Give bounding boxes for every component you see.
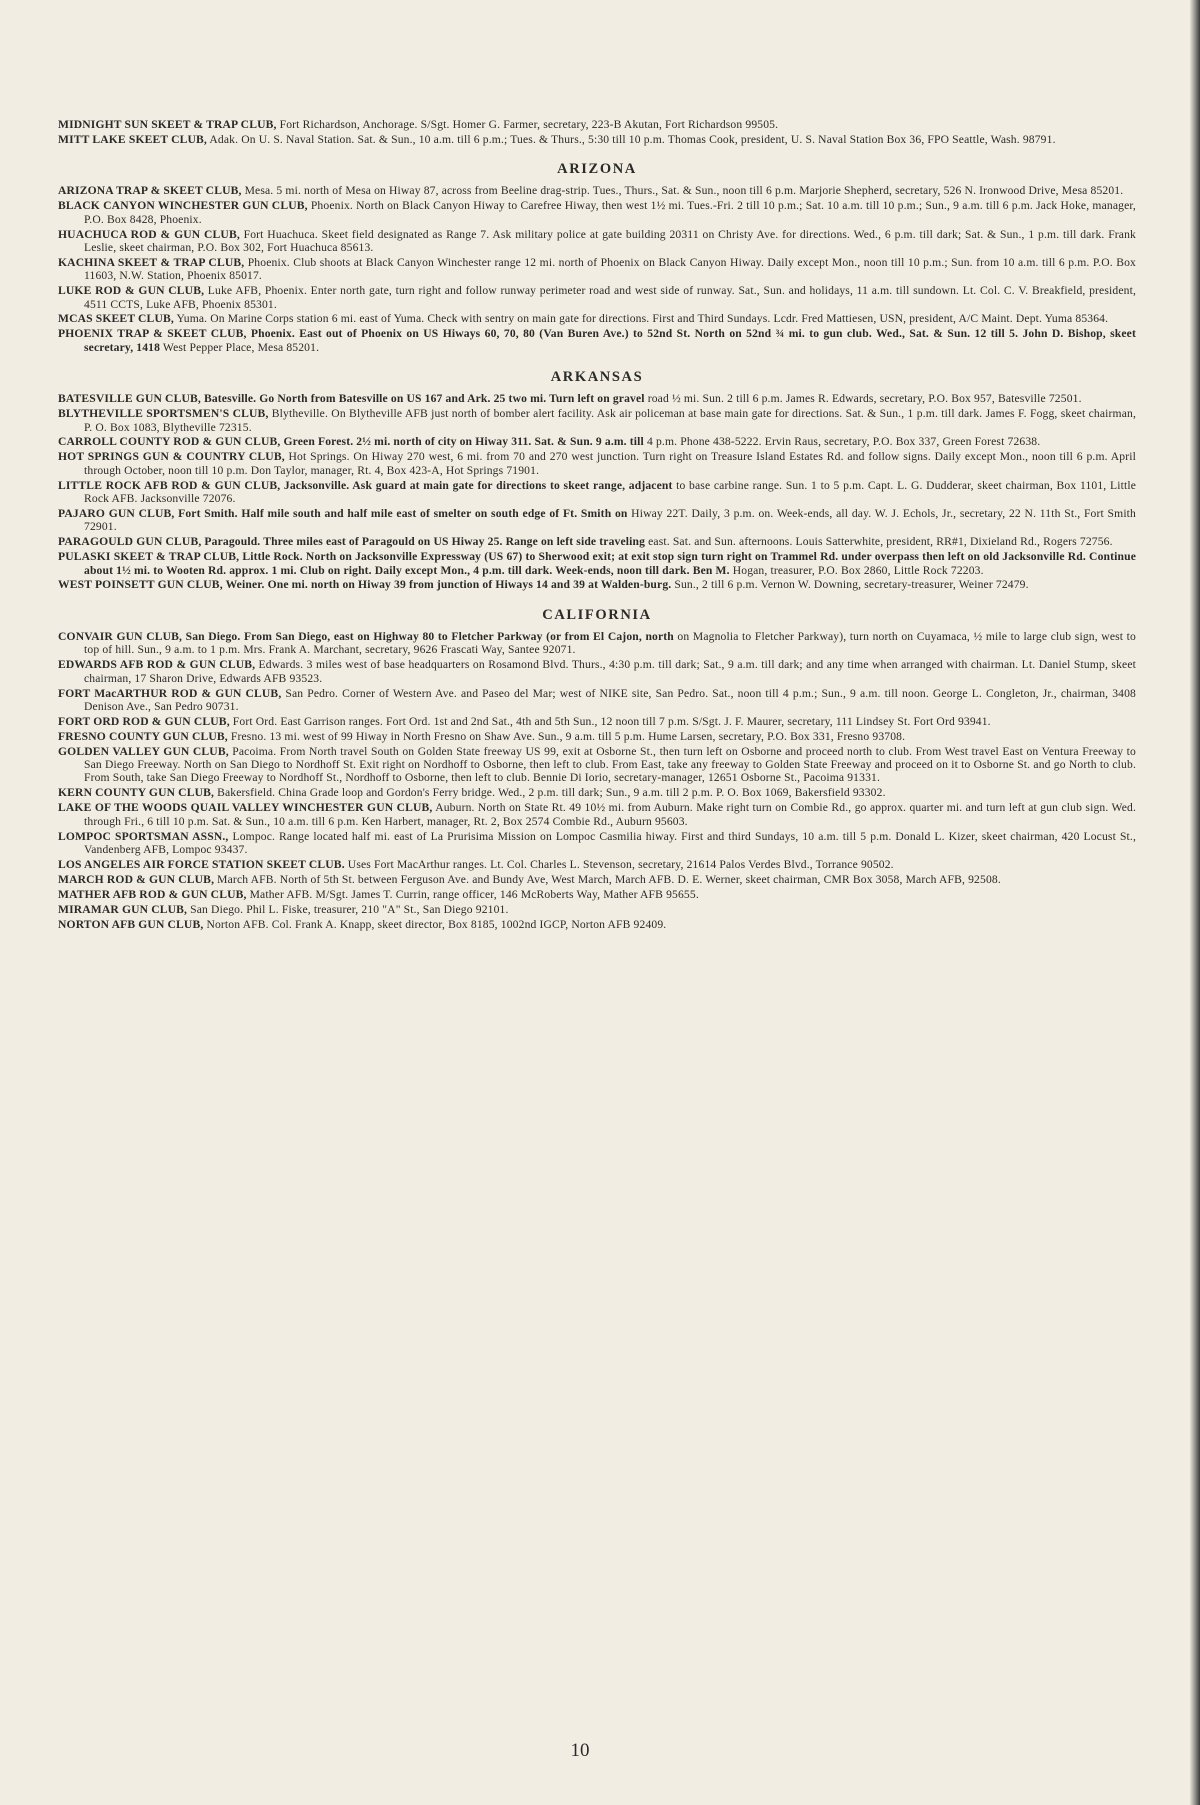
- club-name: FRESNO COUNTY GUN CLUB,: [58, 729, 228, 743]
- club-name: LOMPOC SPORTSMAN ASSN.,: [58, 829, 229, 843]
- club-details: to base carbine range. Sun. 1 to 5 p.m. Capt. L. G. Dudderar, skeet chairman, Box 1101, Little Rock AFB. Jacksonville 72076.: [84, 478, 1136, 506]
- club-name: ARIZONA TRAP & SKEET CLUB,: [58, 184, 242, 198]
- club-entry: [58, 687, 1136, 714]
- club-entry: [58, 830, 1136, 857]
- club-details: 4 p.m. Phone 438-5222. Ervin Raus, secretary, P.O. Box 337, Green Forest 72638.: [643, 435, 1041, 449]
- club-details: Lompoc. Range located half mi. east of La Prurisima Mission on Lompoc Casmilia hiway. First and third Sundays, 10 a.m. till 5 p.m. Donald L. Kizer, skeet chairman, 420 Locust St., Vandenberg AFB, Lompoc 93437.: [84, 829, 1137, 856]
- club-entry: [58, 903, 1136, 916]
- club-entry: [58, 918, 1136, 931]
- club-name: LOS ANGELES AIR FORCE STATION SKEET CLUB.: [58, 857, 345, 871]
- club-details: Yuma. On Marine Corps station 6 mi. east of Yuma. Check with sentry on main gate for directions. First and Third Sundays. Lcdr. Fred Mattiesen, USN, president, A/C Maint. Dept. Yuma 85364.: [173, 312, 1109, 326]
- club-details: West Pepper Place, Mesa 85201.: [160, 340, 320, 354]
- club-name: WEST POINSETT GUN CLUB, Weiner. One mi. north on Hiway 39 from junction of Hiways 14 and 39 at Walden-burg.: [58, 578, 672, 592]
- club-entry: [58, 715, 1136, 728]
- club-details: Auburn. North on State Rt. 49 10½ mi. from Auburn. Make right turn on Combie Rd., go approx. quarter mi. and turn left at gun club sign. Wed. through Fri., 6 till 10 p.m. Sat. & Sun., 10 a.m. till 6 p.m. Ken Harbert, manager, Rt. 2, Box 2574 Combie Rd., Auburn 95603.: [84, 801, 1136, 828]
- club-entry: [58, 550, 1136, 577]
- club-entry: [58, 284, 1136, 311]
- club-details: Mather AFB. M/Sgt. James T. Currin, range officer, 146 McRoberts Way, Mather AFB 95655.: [246, 887, 699, 901]
- club-details: on Magnolia to Fletcher Parkway), turn north on Cuyamaca, ½ mile to large club sign, west to top of hill. Sun., 9 a.m. to 1 p.m. Mrs. Frank A. Marchant, secretary, 9626 Frascati Way, Santee 92071.: [84, 629, 1136, 657]
- club-details: Mesa. 5 mi. north of Mesa on Hiway 87, across from Beeline drag-strip. Tues., Thurs., Sat. & Sun., noon till 6 p.m. Marjorie Shepherd, secretary, 526 N. Ironwood Drive, Mesa 85201.: [241, 184, 1124, 198]
- club-name: PAJARO GUN CLUB, Fort Smith. Half mile south and half mile east of smelter on south edge of Ft. Smith on: [58, 506, 628, 520]
- page-binding-edge: [1190, 0, 1200, 1805]
- club-entry: [58, 578, 1136, 591]
- club-entry: [58, 228, 1136, 255]
- club-details: March AFB. North of 5th St. between Ferguson Ave. and Bundy Ave, West March, March AFB. D. E. Werner, skeet chairman, CMR Box 3058, March AFB, 92508.: [214, 872, 1001, 886]
- club-entry: [58, 435, 1136, 448]
- club-details: San Diego. Phil L. Fiske, treasurer, 210 "A" St., San Diego 92101.: [187, 902, 509, 916]
- club-name: PULASKI SKEET & TRAP CLUB, Little Rock. North on Jacksonville Expressway (US 67) to Sherwood exit; at exit stop sign turn right on Trammel Rd. under overpass then left on old Jacksonville Rd. Continue about 1½ mi. to Wooten Rd. approx. 1 mi. Club on right. Daily except Mon., 4 p.m. till dark. Week-ends, noon till dark. Ben M.: [58, 550, 1136, 577]
- club-details: Sun., 2 till 6 p.m. Vernon W. Downing, secretary-treasurer, Weiner 72479.: [671, 578, 1029, 592]
- club-name: LITTLE ROCK AFB ROD & GUN CLUB, Jacksonville. Ask guard at main gate for directions to skeet range, adjacent: [58, 478, 673, 492]
- directory-content: [58, 118, 1136, 932]
- club-details: Edwards. 3 miles west of base headquarters on Rosamond Blvd. Thurs., 4:30 p.m. till dark; Sat., 9 a.m. till dark; and any time when arranged with chairman. Lt. Daniel Stump, skeet chairman, 17 Sharon Drive, Edwards AFB 93523.: [84, 658, 1136, 685]
- club-name: CONVAIR GUN CLUB, San Diego. From San Diego, east on Highway 80 to Fletcher Parkway (or from El Cajon, north: [58, 629, 674, 643]
- club-name: FORT MacARTHUR ROD & GUN CLUB,: [58, 686, 282, 700]
- club-name: KERN COUNTY GUN CLUB,: [58, 786, 215, 800]
- club-details: Pacoima. From North travel South on Golden State freeway US 99, exit at Osborne St., then turn left on Osborne and proceed north to club. From West travel East on Ventura Freeway to San Diego Freeway. North on San Diego to Nordhoff St. Exit right on Nordhoff to Osborne, then left to club. From East, take any freeway to Golden State Freeway and proceed on it to Osborne St. and go North to club. From South, take San Diego Freeway to Nordhoff St., Nordhoff to Osborne, then left to club. Bennie Di Iorio, secretary-manager, 12651 Osborne St., Pacoima 91331.: [84, 744, 1136, 785]
- club-entry: [58, 730, 1136, 743]
- club-name: PHOENIX TRAP & SKEET CLUB, Phoenix. East out of Phoenix on US Hiways 60, 70, 80 (Van Buren Ave.) to 52nd St. North on 52nd ¾ mi. to gun club. Wed., Sat. & Sun. 12 till 5. John D. Bishop, skeet secretary, 1418: [58, 327, 1136, 354]
- club-name: MATHER AFB ROD & GUN CLUB,: [58, 887, 247, 901]
- club-details: Adak. On U. S. Naval Station. Sat. & Sun., 10 a.m. till 6 p.m.; Tues. & Thurs., 5:30 till 10 p.m. Thomas Cook, president, U. S. Naval Station Box 36, FPO Seattle, Wash. 98791.: [206, 132, 1056, 146]
- club-name: NORTON AFB GUN CLUB,: [58, 917, 204, 931]
- page-number: 10: [570, 1740, 590, 1761]
- club-name: LAKE OF THE WOODS QUAIL VALLEY WINCHESTER GUN CLUB,: [58, 801, 433, 815]
- club-name: FORT ORD ROD & GUN CLUB,: [58, 714, 230, 728]
- club-name: LUKE ROD & GUN CLUB,: [58, 284, 205, 298]
- state-heading: ARIZONA: [557, 161, 637, 178]
- club-details: Hogan, treasurer, P.O. Box 2860, Little Rock 72203.: [729, 563, 984, 577]
- club-entry: [58, 256, 1136, 283]
- club-name: HUACHUCA ROD & GUN CLUB,: [58, 227, 240, 241]
- club-name: BLACK CANYON WINCHESTER GUN CLUB,: [58, 199, 308, 213]
- club-name: PARAGOULD GUN CLUB, Paragould. Three miles east of Paragould on US Hiway 25. Range on left side traveling: [58, 535, 646, 549]
- club-name: MIDNIGHT SUN SKEET & TRAP CLUB,: [58, 118, 277, 131]
- club-entry: [58, 873, 1136, 886]
- club-entry: [58, 312, 1136, 325]
- club-entry: [58, 745, 1136, 785]
- club-details: road ½ mi. Sun. 2 till 6 p.m. James R. Edwards, secretary, P.O. Box 957, Batesville 72501.: [644, 392, 1082, 406]
- club-entry: [58, 327, 1136, 354]
- club-name: HOT SPRINGS GUN & COUNTRY CLUB,: [58, 450, 285, 464]
- club-entry: [58, 658, 1136, 685]
- state-heading: CALIFORNIA: [542, 606, 652, 623]
- club-details: Hiway 22T. Daily, 3 p.m. on. Week-ends, all day. W. J. Echols, Jr., secretary, 22 N. 11th St., Fort Smith 72901.: [84, 506, 1137, 534]
- club-entry: [58, 407, 1136, 434]
- club-details: San Pedro. Corner of Western Ave. and Paseo del Mar; west of NIKE site, San Pedro. Sat., noon till 4 p.m.; Sun., 9 a.m. till noon. George L. Congleton, Jr., chairman, 3408 Denison Ave., San Pedro 90731.: [84, 686, 1136, 713]
- club-details: east. Sat. and Sun. afternoons. Louis Satterwhite, president, RR#1, Dixieland Rd., Rogers 72756.: [645, 535, 1113, 549]
- club-details: Fort Ord. East Garrison ranges. Fort Ord. 1st and 2nd Sat., 4th and 5th Sun., 12 noon till 7 p.m. S/Sgt. J. F. Maurer, secretary, 111 Lindsey St. Fort Ord 93941.: [229, 714, 991, 728]
- club-details: Hot Springs. On Hiway 270 west, 6 mi. from 70 and 270 west junction. Turn right on Treasure Island Estates Rd. and follow signs. Daily except Mon., noon till 6 p.m. April through October, noon till 10 p.m. Don Taylor, manager, Rt. 4, Box 423-A, Hot Springs 71901.: [84, 450, 1136, 477]
- club-details: Bakersfield. China Grade loop and Gordon's Ferry bridge. Wed., 2 p.m. till dark; Sun., 9 a.m. till 2 p.m. P. O. Box 1069, Bakersfield 93302.: [214, 786, 886, 800]
- club-entry: [58, 858, 1136, 871]
- club-entry: [58, 450, 1136, 477]
- club-entry: [58, 507, 1136, 534]
- club-details: Phoenix. Club shoots at Black Canyon Winchester range 12 mi. north of Phoenix on Black Canyon Hiway. Daily except Mon., noon till 10 p.m.; Sun. from 10 a.m. till 6 p.m. P.O. Box 11603, N.W. Station, Phoenix 85017.: [84, 255, 1136, 283]
- club-entry: [58, 392, 1136, 405]
- club-details: Blytheville. On Blytheville AFB just north of bomber alert facility. Ask air policeman at base main gate for directions. Sat. & Sun., 1 p.m. till dark. James F. Fogg, skeet chairman, P. O. Box 1083, Blytheville 72315.: [84, 407, 1137, 434]
- club-entry: [58, 888, 1136, 901]
- club-details: Fresno. 13 mi. west of 99 Hiway in North Fresno on Shaw Ave. Sun., 9 a.m. till 5 p.m. Hume Larsen, secretary, P.O. Box 331, Fresno 93708.: [227, 729, 906, 743]
- club-details: Luke AFB, Phoenix. Enter north gate, turn right and follow runway perimeter road and west side of runway. Sat., Sun. and holidays, 11 a.m. till sundown. Lt. Col. C. V. Breakfield, president, 4511 CCTS, Luke AFB, Phoenix 85301.: [84, 284, 1136, 311]
- club-entry: [58, 801, 1136, 828]
- club-name: MIRAMAR GUN CLUB,: [58, 902, 188, 916]
- club-entry: [58, 118, 1136, 131]
- club-entry: [58, 630, 1136, 657]
- club-entry: [58, 133, 1136, 146]
- club-entry: [58, 184, 1136, 197]
- club-entry: [58, 199, 1136, 226]
- club-details: Phoenix. North on Black Canyon Hiway to Carefree Hiway, then west 1½ mi. Tues.-Fri. 2 till 10 p.m.; Sat. 10 a.m. till 10 p.m.; Sun., 9 a.m. till 6 p.m. Jack Hoke, manager, P.O. Box 8428, Phoenix.: [84, 199, 1136, 226]
- club-name: EDWARDS AFB ROD & GUN CLUB,: [58, 658, 256, 672]
- club-details: Norton AFB. Col. Frank A. Knapp, skeet director, Box 8185, 1002nd IGCP, Norton AFB 92409.: [203, 917, 667, 931]
- club-name: BLYTHEVILLE SPORTSMEN'S CLUB,: [58, 407, 269, 421]
- club-name: MITT LAKE SKEET CLUB,: [58, 132, 207, 146]
- club-details: Fort Richardson, Anchorage. S/Sgt. Homer G. Farmer, secretary, 223-B Akutan, Fort Richardson 99505.: [276, 118, 779, 131]
- club-entry: [58, 479, 1136, 506]
- club-name: GOLDEN VALLEY GUN CLUB,: [58, 744, 229, 758]
- club-name: BATESVILLE GUN CLUB, Batesville. Go North from Batesville on US 167 and Ark. 25 two mi. Turn left on gravel: [58, 392, 645, 406]
- club-entry: [58, 786, 1136, 799]
- state-heading: ARKANSAS: [550, 369, 644, 386]
- club-name: CARROLL COUNTY ROD & GUN CLUB, Green Forest. 2½ mi. north of city on Hiway 311. Sat. & Sun. 9 a.m. till: [58, 435, 644, 449]
- club-details: Fort Huachuca. Skeet field designated as Range 7. Ask military police at gate building 20311 on Christy Ave. for directions. Wed., 6 p.m. till dark; Sat. & Sun., 1 p.m. till dark. Frank Leslie, skeet chairman, P.O. Box 302, Fort Huachuca 85613.: [84, 227, 1136, 254]
- club-name: MCAS SKEET CLUB,: [58, 312, 174, 326]
- club-details: Uses Fort MacArthur ranges. Lt. Col. Charles L. Stevenson, secretary, 21614 Palos Verdes Blvd., Torrance 90502.: [344, 857, 894, 871]
- club-name: KACHINA SKEET & TRAP CLUB,: [58, 255, 245, 269]
- club-name: MARCH ROD & GUN CLUB,: [58, 872, 215, 886]
- club-entry: [58, 535, 1136, 548]
